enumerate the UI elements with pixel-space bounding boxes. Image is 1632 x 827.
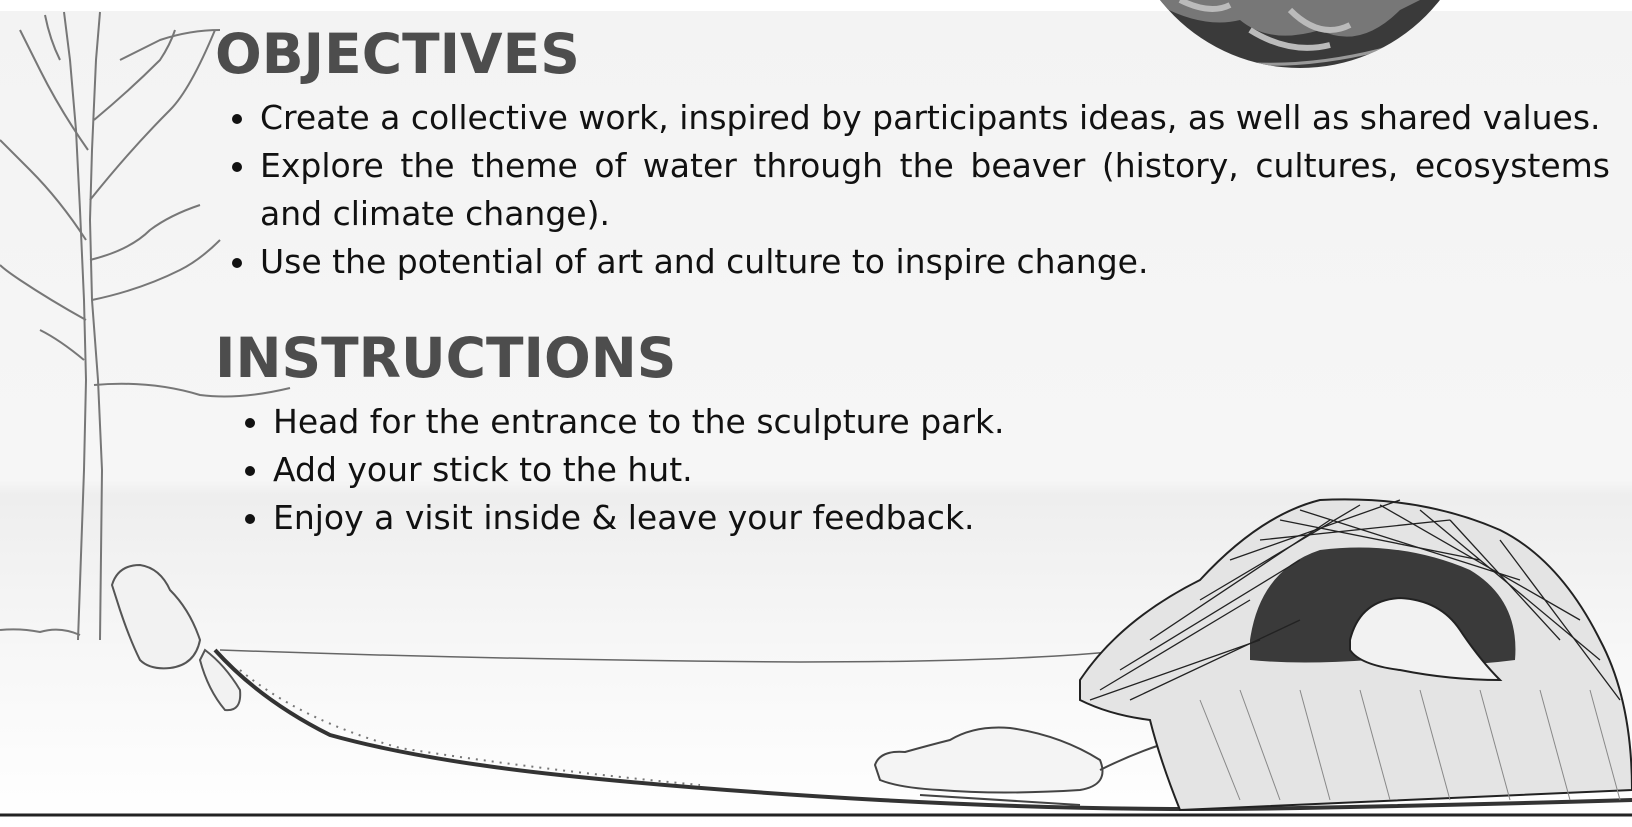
- bullet-icon: [232, 162, 242, 172]
- list-item: [273, 398, 1173, 446]
- bullet-icon: [232, 258, 242, 268]
- objectives-heading: OBJECTIVES: [215, 22, 580, 86]
- list-item: [260, 94, 1610, 142]
- list-item-text: Enjoy a visit inside & leave your feedback.: [273, 498, 975, 537]
- objectives-list: [260, 94, 1610, 286]
- bullet-icon: [245, 418, 255, 428]
- list-item: [273, 446, 1173, 494]
- list-item: [273, 494, 1173, 542]
- bullet-icon: [232, 114, 242, 124]
- bullet-icon: [245, 466, 255, 476]
- instructions-list: [273, 398, 1173, 542]
- list-item-text: Explore the theme of water through the beaver (history, cultures, ecosystems and climate change).: [260, 146, 1610, 233]
- list-item-text: Create a collective work, inspired by participants ideas, as well as shared values.: [260, 98, 1601, 137]
- list-item: [260, 142, 1610, 238]
- list-item-text: Add your stick to the hut.: [273, 450, 693, 489]
- list-item-text: Use the potential of art and culture to inspire change.: [260, 242, 1149, 281]
- instructions-heading: INSTRUCTIONS: [215, 326, 677, 390]
- list-item-text: Head for the entrance to the sculpture park.: [273, 402, 1005, 441]
- bullet-icon: [245, 514, 255, 524]
- list-item: [260, 238, 1610, 286]
